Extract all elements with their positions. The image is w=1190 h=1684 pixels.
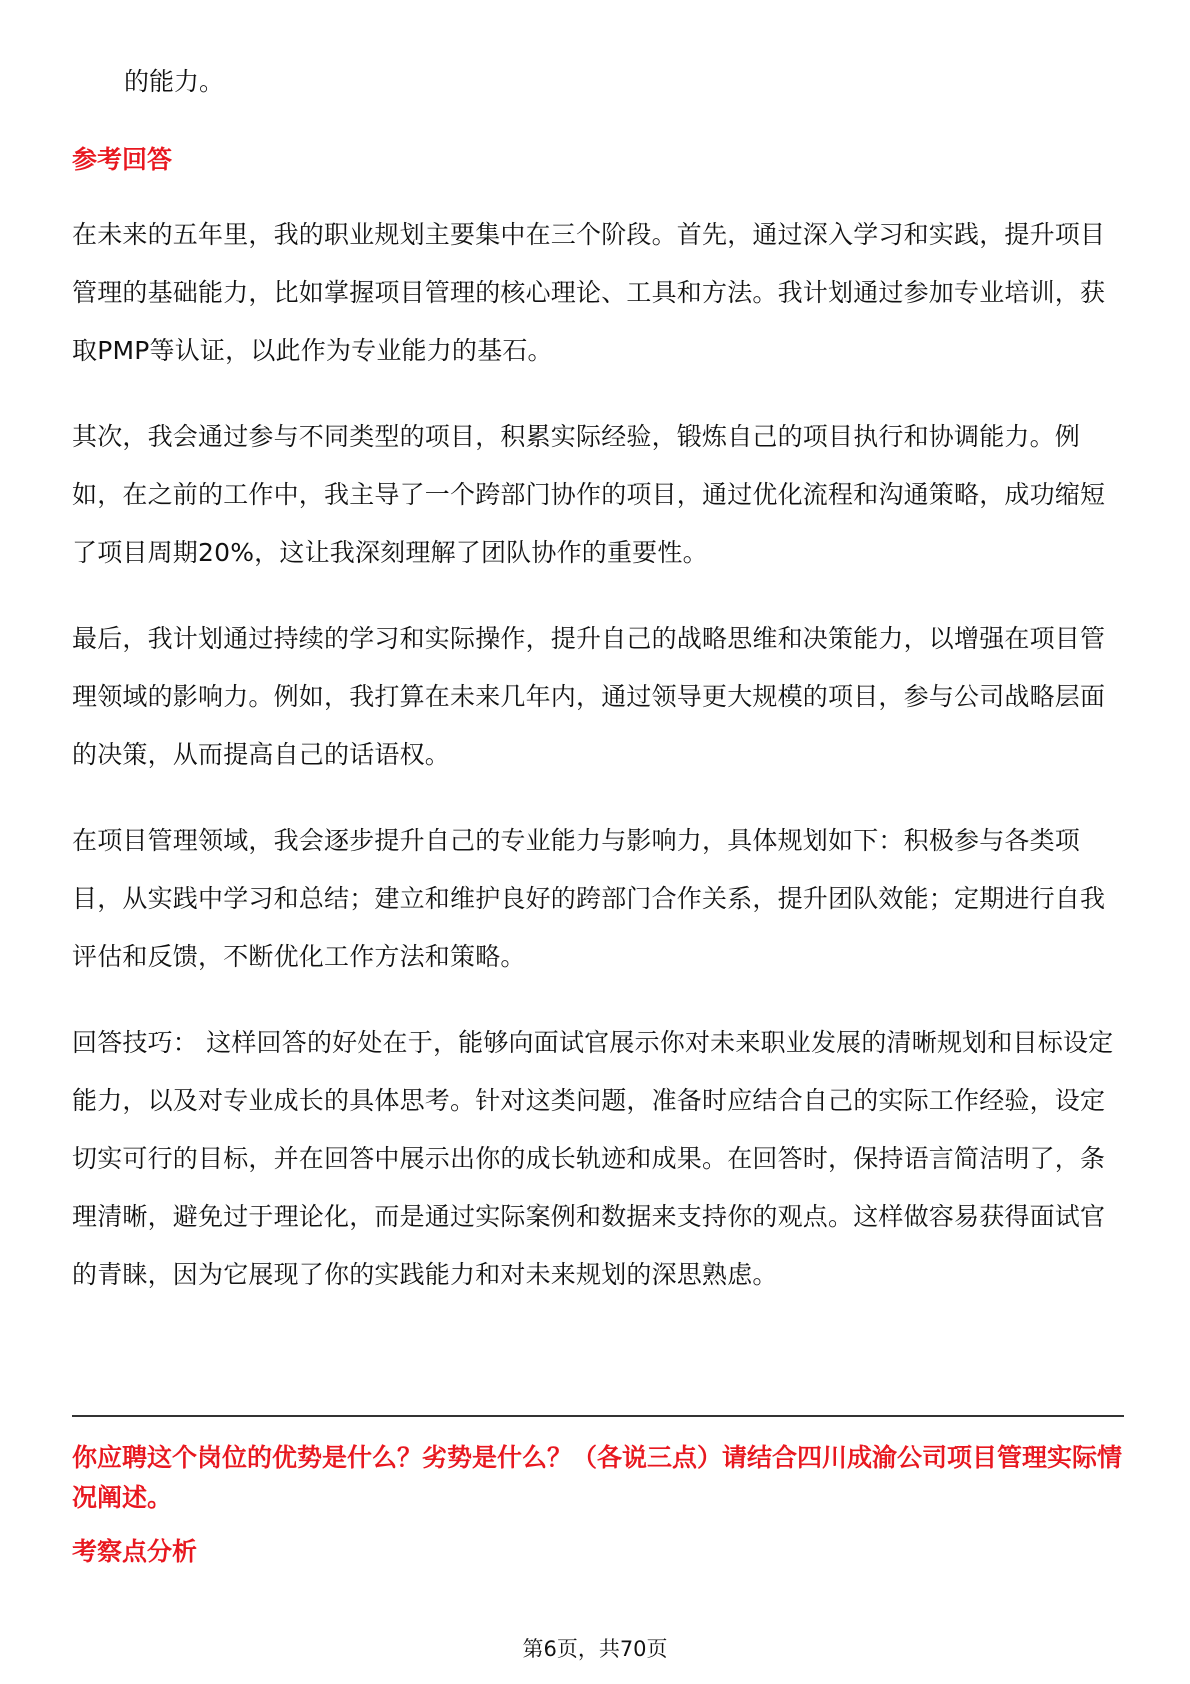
- continuation-text: 的能力。: [124, 67, 225, 96]
- answer-heading: 参考回答: [72, 145, 173, 174]
- answer-paragraph-3: 最后，我计划通过持续的学习和实际操作，提升自己的战略思维和决策能力，以增强在项目管理领域的影响力。例如，我打算在未来几年内，通过领导更大规模的项目，参与公司战略层面的决策，从而提高自己的话语权。: [72, 624, 1106, 769]
- answer-paragraph-2: 其次，我会通过参与不同类型的项目，积累实际经验，锻炼自己的项目执行和协调能力。例如，在之前的工作中，我主导了一个跨部门协作的项目，通过优化流程和沟通策略，成功缩短了项目周期20%，这让我深刻理解了团队协作的重要性。: [72, 422, 1106, 567]
- answer-tips-paragraph: 回答技巧： 这样回答的好处在于，能够向面试官展示你对未来职业发展的清晰规划和目标设定能力，以及对专业成长的具体思考。针对这类问题，准备时应结合自己的实际工作经验，设定切实可行的目标，并在回答中展示出你的成长轨迹和成果。在回答时，保持语言简洁明了，条理清晰，避免过于理论化，而是通过实际案例和数据来支持你的观点。这样做容易获得面试官的青睐，因为它展现了你的实践能力和对未来规划的深思熟虑。: [72, 1028, 1114, 1289]
- analysis-heading: 考察点分析: [72, 1537, 198, 1566]
- answer-paragraph-1: 在未来的五年里，我的职业规划主要集中在三个阶段。首先，通过深入学习和实践，提升项目管理的基础能力，比如掌握项目管理的核心理论、工具和方法。我计划通过参加专业培训，获取PMP等认证，以此作为专业能力的基石。: [72, 220, 1106, 365]
- section-divider: [72, 1415, 1124, 1417]
- page-footer: 第6页，共70页: [522, 1637, 668, 1661]
- answer-paragraph-4: 在项目管理领域，我会逐步提升自己的专业能力与影响力，具体规划如下：积极参与各类项目，从实践中学习和总结；建立和维护良好的跨部门合作关系，提升团队效能；定期进行自我评估和反馈，不断优化工作方法和策略。: [72, 826, 1106, 971]
- next-question-heading: 你应聘这个岗位的优势是什么？劣势是什么？（各说三点）请结合四川成渝公司项目管理实际情况阐述。: [72, 1443, 1123, 1512]
